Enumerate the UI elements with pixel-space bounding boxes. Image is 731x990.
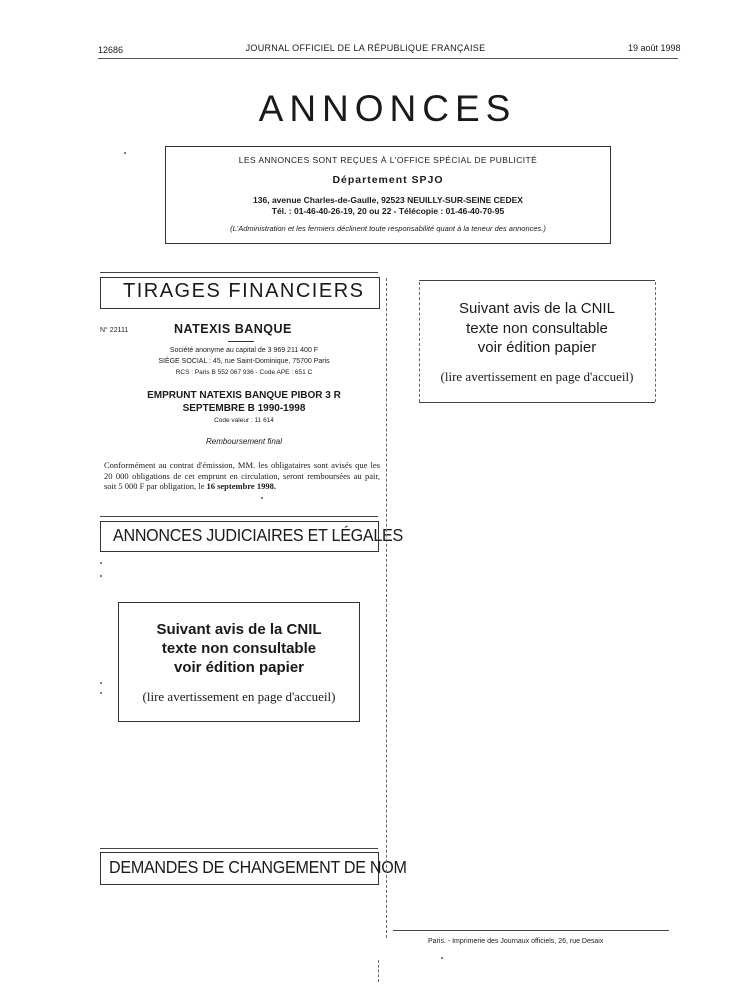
- printer-footer: Paris. - Imprimerie des Journaux officiels, 26, rue Desaix: [428, 938, 604, 945]
- info-phones: Tél. : 01-46-40-26-19, 20 ou 22 - Télécopie : 01-46-40-70-95: [271, 206, 505, 216]
- section-title-judiciaires-label: ANNONCES JUDICIAIRES ET LÉGALES: [113, 525, 403, 545]
- section-title-tirages: [100, 277, 380, 309]
- section-rule: [100, 848, 378, 849]
- page-number: 12686: [98, 45, 124, 55]
- cnil-note: (lire avertissement en page d'accueil): [142, 689, 336, 704]
- scan-speck: [261, 497, 263, 499]
- cnil-line1: Suivant avis de la CNIL: [156, 621, 322, 638]
- scan-speck: [441, 957, 443, 959]
- cnil-line2: texte non consultable: [466, 320, 608, 337]
- column-divider-bottom: [378, 960, 379, 982]
- scan-speck: [100, 682, 102, 684]
- column-divider: [386, 278, 387, 938]
- cnil-line1: Suivant avis de la CNIL: [459, 300, 615, 317]
- info-box: [165, 146, 611, 244]
- cnil-line3: voir édition papier: [173, 659, 305, 676]
- info-reception-line: LES ANNONCES SONT REÇUES À L'OFFICE SPÉCIAL DE PUBLICITÉ: [238, 155, 538, 165]
- announcement-emprunt-line2: SEPTEMBRE B 1990-1998: [182, 403, 306, 414]
- footer-rule: [393, 930, 669, 931]
- info-department: Département SPJO: [332, 174, 444, 186]
- right-top-rule: [419, 280, 655, 281]
- cnil-line3: voir édition papier: [477, 339, 597, 356]
- section-title-tirages-label: TIRAGES FINANCIERS: [123, 280, 365, 302]
- section-title-demandes: [100, 852, 407, 885]
- section-title-judiciaires: [100, 521, 403, 552]
- cnil-notice-right: [419, 282, 655, 402]
- right-box-right-edge: [655, 282, 656, 402]
- announcement-capital: Société anonyme au capital de 3 969 211 400 F: [169, 347, 319, 354]
- issue-date: 19 août 1998: [628, 43, 681, 53]
- cnil-notice-left: [118, 602, 360, 722]
- scan-speck: [100, 562, 102, 564]
- announcement-remboursement: Remboursement final: [205, 437, 283, 446]
- page-title: ANNONCES: [258, 88, 517, 129]
- section-title-demandes-label: DEMANDES DE CHANGEMENT DE NOM: [109, 857, 407, 877]
- announcement-body: [104, 460, 380, 492]
- cnil-line2: texte non consultable: [161, 640, 317, 657]
- announcement-number: N° 22111: [100, 327, 129, 334]
- right-bottom-rule: [419, 402, 655, 403]
- announcement-body-date: 16 septembre 1998.: [206, 481, 276, 491]
- announcement-siege: SIÈGE SOCIAL : 45, rue Saint-Dominique, 75700 Paris: [158, 358, 330, 365]
- info-address: 136, avenue Charles-de-Gaulle, 92523 NEUILLY-SUR-SEINE CEDEX: [253, 195, 523, 205]
- announcement-divider: [228, 341, 254, 342]
- announcement-company: NATEXIS BANQUE: [174, 322, 292, 336]
- announcement-emprunt-line1: EMPRUNT NATEXIS BANQUE PIBOR 3 R: [147, 390, 341, 401]
- info-disclaimer: (L'Administration et les fermiers déclinent toute responsabilité quant à la teneur des annonces.): [230, 224, 546, 233]
- announcement-code-valeur: Code valeur : 11 614: [214, 417, 274, 424]
- scan-speck: [124, 152, 126, 154]
- announcement-body-text: Conformément au contrat d'émission, MM. les obligataires sont avisés que les 20 000 obligations de cet emprunt en circulation, seront remboursées au pair, soit 5 000 F par obligation, le: [104, 460, 380, 491]
- scan-speck: [100, 575, 102, 577]
- journal-title: JOURNAL OFFICIEL DE LA RÉPUBLIQUE FRANÇAISE: [245, 43, 486, 53]
- header-rule: [98, 58, 678, 59]
- scan-speck: [100, 692, 102, 694]
- section-rule: [100, 272, 378, 273]
- section-rule: [100, 516, 378, 517]
- cnil-note: (lire avertissement en page d'accueil): [440, 369, 634, 384]
- announcement-rcs: RCS : Paris B 552 067 936 - Code APE : 651 C: [175, 369, 313, 376]
